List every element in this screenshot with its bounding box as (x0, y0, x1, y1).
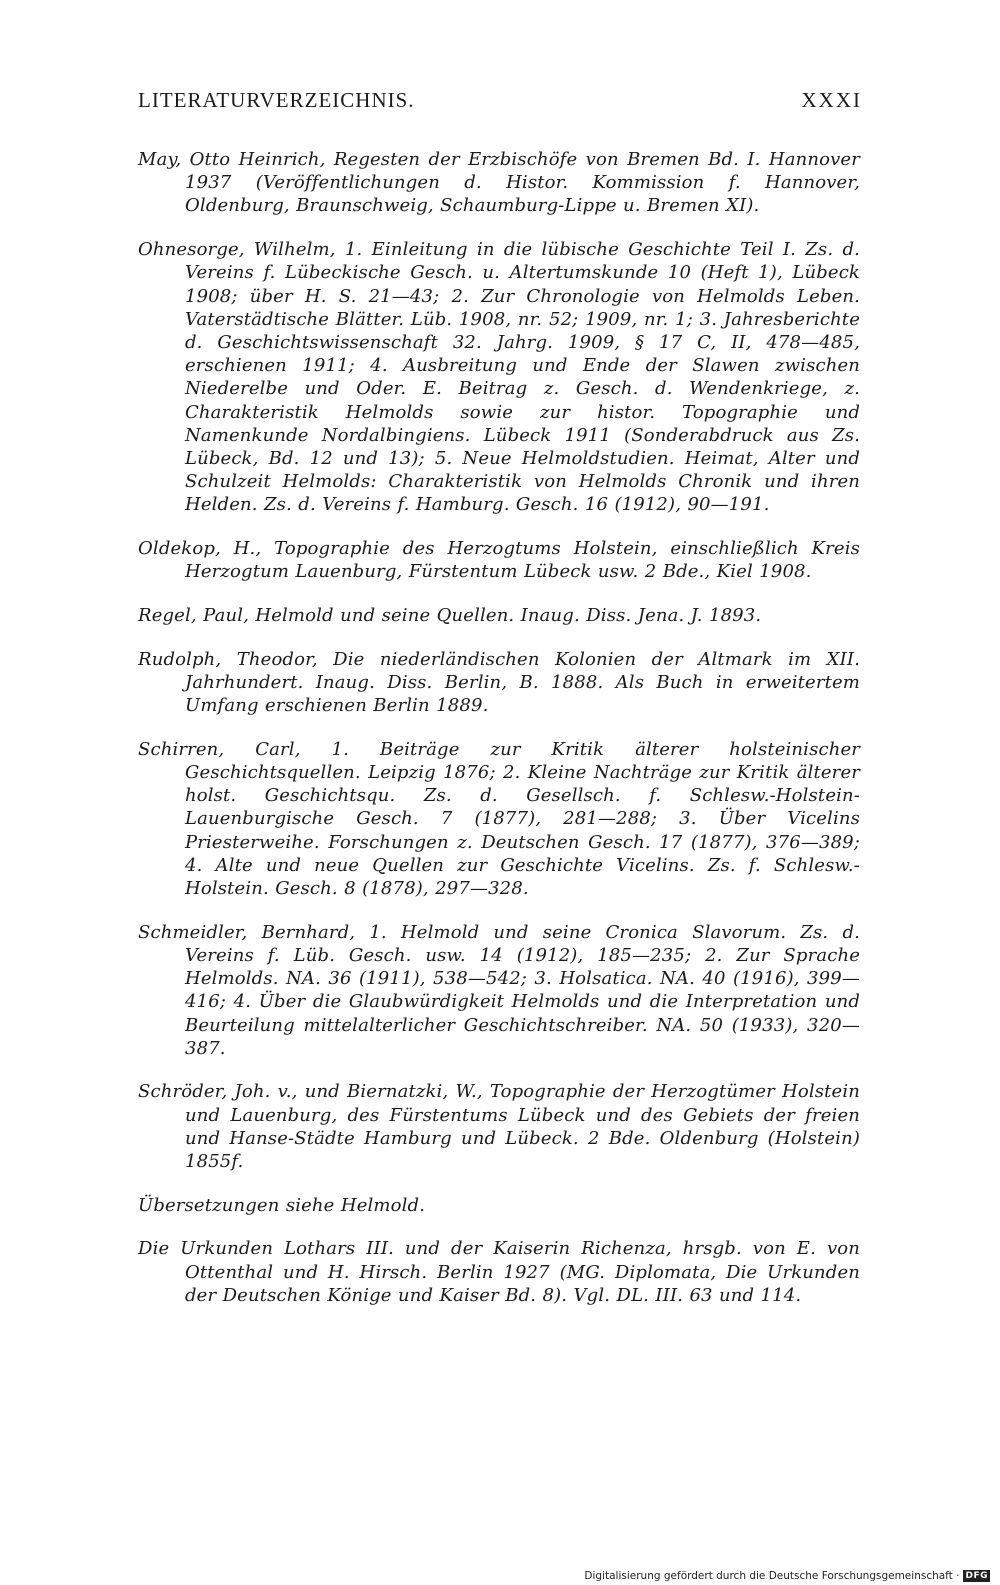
entry-author: Rudolph, (138, 648, 222, 670)
entry-text: Urkunden Lothars III. und der Kaiserin Richenza, hrsgb. von E. von Ottenthal und H. Hirsch. Berlin 1927 (MG. Diplomata, Die Urkunden der Deutschen Könige und Kaiser Bd. 8). Vgl. DL. III. 63 und 114. (169, 1238, 860, 1306)
entry-author: Schmeidler, (138, 921, 248, 943)
bibliography-entry-may (138, 148, 860, 218)
entry-author: Übersetzungen (138, 1194, 280, 1216)
bibliography-entry-oldekop (138, 537, 860, 583)
bibliography-entry-schmeidler (138, 921, 860, 1060)
entry-text: Otto Heinrich, Regesten der Erzbischöfe von Bremen Bd. I. Hannover 1937 (Veröffentlichungen d. Histor. Kommission f. Hannover, Oldenburg, Braunschweig, Schaumburg-Lippe u. Bremen XI). (181, 149, 860, 217)
page-number: XXXI (801, 88, 862, 112)
bibliography-entry-schroeder (138, 1080, 860, 1173)
funding-notice: Digitalisierung gefördert durch die Deutsche Forschungsgemeinschaft · (584, 1569, 960, 1582)
entry-author: Oldekop, (138, 538, 221, 560)
entry-text: Wilhelm, 1. Einleitung in die lübische Geschichte Teil I. Zs. d. Vereins f. Lübeckische Gesch. u. Altertumskunde 10 (Heft 1), Lübeck 1908; über H. S. 21—43; 2. Zur Chronologie von Helmolds Leben. Vaterstädtische Blätter. Lüb. 1908, nr. 52; 1909, nr. 1; 3. Jahresberichte d. Geschichtswissenschaft 32. Jahrg. 1909, § 17 C, II, 478—485, erschienen 1911; 4. Ausbreitung und Ende der Slawen zwischen Niederelbe und Oder. E. Beitrag z. Gesch. d. Wendenkriege, z. Charakteristik Helmolds sowie zur histor. Topographie und Namenkunde Nordalbingiens. Lübeck 1911 (Sonderabdruck aus Zs. Lübeck, Bd. 12 und 13); 5. Neue Helmoldstudien. Heimat, Alter und Schulzeit Helmolds: Charakteristik von Helmolds Chronik und ihren Helden. Zs. d. Vereins f. Hamburg. Gesch. 16 (1912), 90—191. (185, 239, 860, 516)
entry-author: May, (138, 149, 182, 170)
entry-author: Regel, (138, 604, 197, 626)
entry-text: siehe Helmold. (279, 1194, 426, 1216)
entry-text: Theodor, Die niederländischen Kolonien der Altmark im XII. Jahrhundert. Inaug. Diss. Berlin, B. 1888. Als Buch in erweitertem Umfang erschienen Berlin 1889. (185, 648, 860, 717)
entry-author: Die (138, 1238, 170, 1260)
entry-text: Joh. v., und Biernatzki, W., Topographie der Herzogtümer Holstein und Lauenburg, des Fürstentums Lübeck und des Gebiets der freien und Hanse-Städte Hamburg und Lübeck. 2 Bde. Oldenburg (Holstein) 1855f. (185, 1081, 860, 1173)
entry-author: Schirren, (138, 738, 225, 760)
page-title: LITERATURVERZEICHNIS. (138, 88, 415, 112)
bibliography-entry-regel (138, 604, 860, 627)
entry-text: H., Topographie des Herzogtums Holstein, einschließlich Kreis Herzogtum Lauenburg, Fürstentum Lübeck usw. 2 Bde., Kiel 1908. (185, 538, 860, 583)
bibliography-entry-rudolph (138, 648, 860, 718)
entry-text: Paul, Helmold und seine Quellen. Inaug. Diss. Jena. J. 1893. (196, 604, 762, 626)
dfg-logo-icon: DFG (965, 1570, 988, 1581)
bibliography-list (138, 148, 860, 1328)
entry-author: Ohnesorge, (138, 239, 245, 261)
digitization-footer (584, 1566, 990, 1585)
entry-text: Bernhard, 1. Helmold und seine Cronica Slavorum. Zs. d. Vereins f. Lüb. Gesch. usw. 14 (1912), 185—235; 2. Zur Sprache Helmolds. NA. 36 (1911), 538—542; 3. Holsatica. NA. 40 (1916), 399—416; 4. Über die Glaubwürdigkeit Helmolds und die Interpretation und Beurteilung mittelalterlicher Geschichtschreiber. NA. 50 (1933), 320—387. (185, 921, 860, 1059)
bibliography-entry-uebersetzungen (138, 1194, 860, 1217)
bibliography-entry-ohnesorge (138, 238, 860, 516)
bibliography-entry-schirren (138, 738, 860, 900)
entry-author: Schröder, (138, 1081, 228, 1103)
running-head (138, 88, 862, 113)
entry-text: Carl, 1. Beiträge zur Kritik älterer holsteinischer Geschichtsquellen. Leipzig 1876; 2. Kleine Nachträge zur Kritik älterer holst. Geschichtsqu. Zs. d. Gesellsch. f. Schlesw.-Holstein-Lauenburgische Gesch. 7 (1877), 281—288; 3. Über Vicelins Priesterweihe. Forschungen z. Deutschen Gesch. 17 (1877), 376—389; 4. Alte und neue Quellen zur Geschichte Vicelins. Zs. f. Schlesw.-Holstein. Gesch. 8 (1878), 297—328. (185, 738, 860, 899)
bibliography-entry-urkunden (138, 1237, 860, 1307)
